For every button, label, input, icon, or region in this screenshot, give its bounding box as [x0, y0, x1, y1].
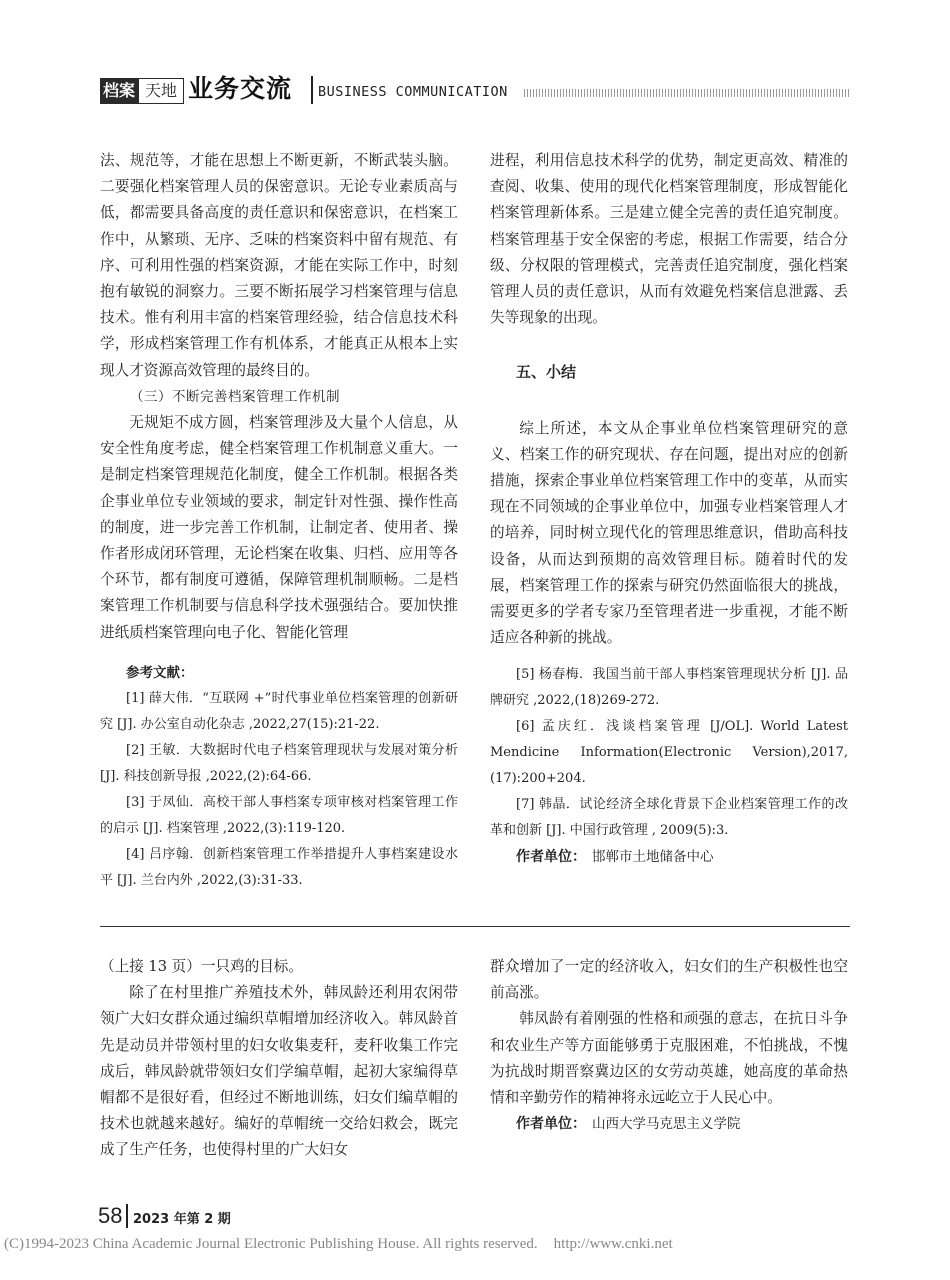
- references-left: [100, 660, 458, 894]
- upper-right-column: [490, 148, 848, 651]
- paragraph: （上接 13 页）一只鸡的目标。: [100, 958, 303, 975]
- subheading: （三）不断完善档案管理工作机制: [130, 388, 340, 405]
- author-affiliation: [490, 1111, 848, 1137]
- paragraph: 综上所述，本文从企事业单位档案管理研究的意义、档案工作的研究现状、存在问题，提出对应的创新措施，探索企事业单位档案管理工作中的变革，从而实现在不同领域的企事业单位中，加强专业档案管理人才的培养，同时树立现代化的管理思维意识，借助高科技设备，从而达到预期的高效管理目标。随着时代的发展，档案管理工作的探索与研究仍然面临很大的挑战，需要更多的学者专家乃至管理者进一步重视，才能不断适应各种新的挑战。: [490, 419, 848, 647]
- paragraph: 群众增加了一定的经济收入，妇女们的生产积极性也空前高涨。: [490, 958, 848, 1002]
- reference-item: [2] 王敏．大数据时代电子档案管理现状与发展对策分析 [J]. 科技创新导报 ,2022,(2):64-66.: [100, 743, 458, 784]
- page-number: 58: [98, 1203, 123, 1228]
- paragraph: 除了在村里推广养殖技术外，韩凤龄还利用农闲带领广大妇女群众通过编织草帽增加经济收入。韩凤龄首先是动员并带领村里的妇女收集麦秆，麦秆收集工作完成后，韩凤龄就带领妇女们学编草帽，起初大家编得草帽都不是很好看，但经过不断地训练，妇女们编草帽的技术也就越来越好。编好的草帽统一交给妇救会，既完成了生产任务，也使得村里的广大妇女: [100, 984, 458, 1159]
- reference-item: [6] 孟庆红．浅谈档案管理 [J/OL]. World Latest Mendicine Information(Electronic Version),2017,(17):200+204.: [490, 719, 848, 786]
- author-affiliation: [490, 844, 848, 870]
- header-divider: [311, 76, 313, 104]
- reference-item: [5] 杨春梅．我国当前干部人事档案管理现状分析 [J]. 品牌研究 ,2022,(18)269-272.: [490, 667, 848, 708]
- reference-item: [3] 于凤仙．高校干部人事档案专项审核对档案管理工作的启示 [J]. 档案管理 ,2022,(3):119-120.: [100, 795, 458, 836]
- author-label: 作者单位：: [516, 849, 586, 865]
- issue-label: 2023 年第 2 期: [133, 1212, 231, 1227]
- reference-item: [1] 薛大伟．“互联网 +”时代事业单位档案管理的创新研究 [J]. 办公室自动化杂志 ,2022,27(15):21-22.: [100, 691, 458, 732]
- section-title: 业务交流: [188, 74, 293, 103]
- journal-logo-right: 天地: [138, 78, 184, 104]
- copyright-text: (C)1994-2023 China Academic Journal Electronic Publishing House. All rights reserved.: [4, 1236, 538, 1252]
- article-divider: [100, 926, 850, 927]
- journal-logo-left: 档案: [100, 78, 138, 104]
- lower-right-column: [490, 954, 848, 1137]
- footer-divider: [126, 1204, 128, 1228]
- cnki-url[interactable]: http://www.cnki.net: [553, 1236, 673, 1252]
- copyright-line: [4, 1236, 673, 1253]
- lower-left-column: [100, 954, 458, 1164]
- reference-item: [7] 韩晶．试论经济全球化背景下企业档案管理工作的改革和创新 [J]. 中国行政管理 , 2009(5):3.: [490, 797, 848, 838]
- author-label: 作者单位：: [516, 1116, 586, 1133]
- section-heading: 五、小结: [516, 363, 577, 382]
- author-organization: 邯郸市土地储备中心: [592, 849, 714, 865]
- journal-header: [100, 72, 850, 108]
- reference-item: [4] 吕序翰．创新档案管理工作举措提升人事档案建设水平 [J]. 兰台内外 ,2022,(3):31-33.: [100, 847, 458, 888]
- paragraph: 韩凤龄有着刚强的性格和顽强的意志，在抗日斗争和农业生产等方面能够勇于克服困难，不怕挑战，不愧为抗战时期晋察冀边区的女劳动英雄，她高度的革命热情和辛勤劳作的精神将永远屹立于人民心中。: [490, 1010, 848, 1107]
- header-dotted-rule: [524, 89, 850, 97]
- upper-left-column: [100, 148, 458, 646]
- paragraph: 法、规范等，才能在思想上不断更新，不断武装头脑。二要强化档案管理人员的保密意识。无论专业素质高与低，都需要具备高度的责任意识和保密意识，在档案工作中，从繁琐、无序、乏味的档案资料中留有规范、有序、可利用性强的档案资源，才能在实际工作中，时刻抱有敏锐的洞察力。三要不断拓展学习档案管理与信息技术。惟有利用丰富的档案管理经验，结合信息技术科学，形成档案管理工作有机体系，才能真正从根本上实现人才资源高效管理的最终目的。: [100, 152, 458, 379]
- author-organization: 山西大学马克思主义学院: [592, 1116, 741, 1133]
- paragraph: 无规矩不成方圆，档案管理涉及大量个人信息，从安全性角度考虑，健全档案管理工作机制意义重大。一是制定档案管理规范化制度，健全工作机制。根据各类企事业单位专业领域的要求，制定针对性强、操作性高的制度，进一步完善工作机制，让制定者、使用者、操作者形成闭环管理，无论档案在收集、归档、应用等各个环节，都有制度可遵循，保障管理机制顺畅。二是档案管理工作机制要与信息科学技术强强结合。要加快推进纸质档案管理向电子化、智能化管理: [100, 414, 458, 641]
- section-subtitle: BUSINESS COMMUNICATION: [318, 84, 508, 100]
- paragraph: 进程，利用信息技术科学的优势，制定更高效、精准的查阅、收集、使用的现代化档案管理制度，形成智能化档案管理新体系。三是建立健全完善的责任追究制度。档案管理基于安全保密的考虑，根据工作需要，结合分级、分权限的管理模式，完善责任追究制度，强化档案管理人员的责任意识，从而有效避免档案信息泄露、丢失等现象的出现。: [490, 152, 848, 327]
- references-heading: 参考文献：: [126, 665, 194, 681]
- references-right: [490, 662, 848, 870]
